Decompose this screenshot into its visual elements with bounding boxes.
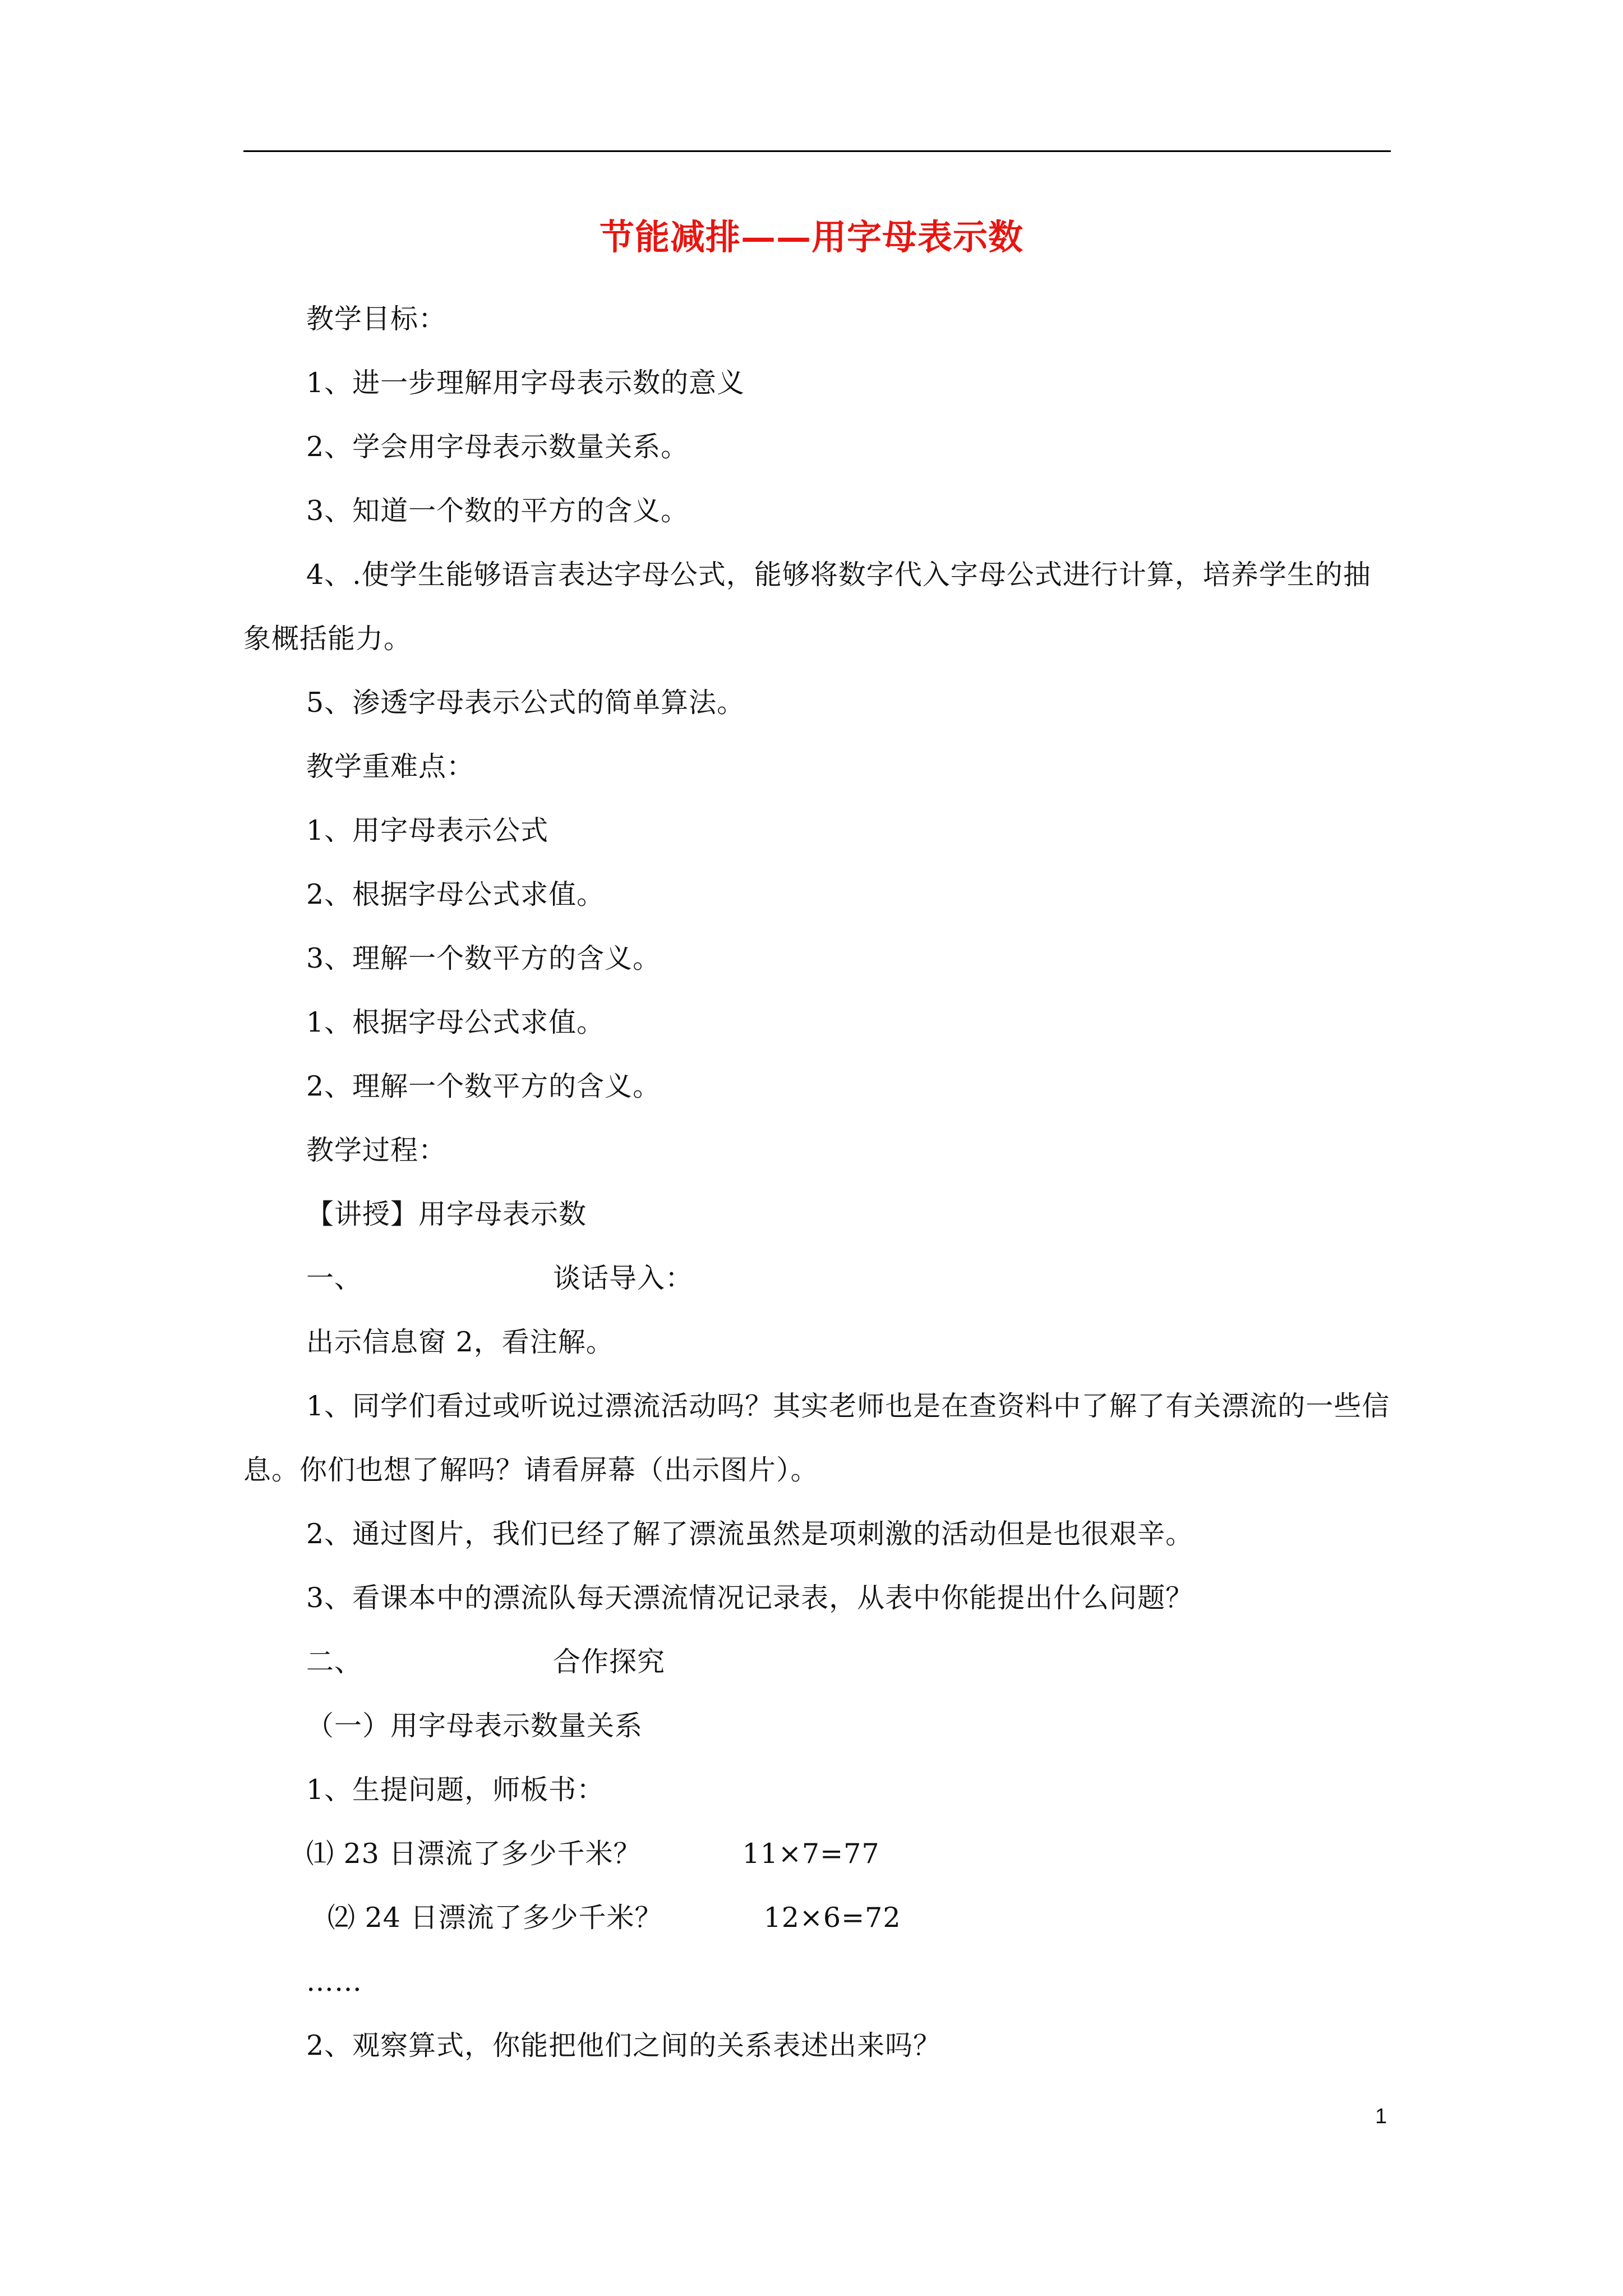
lesson-heading: 【讲授】用字母表示数 [306,1198,587,1230]
objective-item: 4、.使学生能够语言表达字母公式，能够将数字代入字母公式进行计算，培养学生的抽象概括能力。 [243,559,1371,655]
section-heading-process: 教学过程： [306,1134,447,1166]
key-point-item: 3、理解一个数平方的含义。 [306,942,661,974]
key-point-item: 2、根据字母公式求值。 [306,878,605,910]
question-line [243,1822,1391,1886]
paragraph: 1、生提问题，师板书： [306,1774,605,1806]
paragraph: 出示信息窗 2，看注解。 [306,1326,614,1358]
paragraph: 1、同学们看过或听说过漂流活动吗？其实老师也是在查资料中了解了有关漂流的一些信息。你们也想了解吗？请看屏幕（出示图片）。 [243,1390,1390,1486]
question-line [243,1886,1391,1950]
section-heading-key-points: 教学重难点： [306,751,475,783]
objective-item: 3、知道一个数的平方的含义。 [306,495,689,527]
objective-item: 2、学会用字母表示数量关系。 [306,431,689,463]
equation-text: 12×6=72 [763,1902,901,1934]
step-title: 谈话导入： [553,1262,694,1294]
difficult-point-item: 1、根据字母公式求值。 [306,1006,605,1038]
step-heading [243,1246,1391,1310]
sub-heading: （一）用字母表示数量关系 [306,1710,643,1742]
question-text: ⑴ 23 日漂流了多少千米？ [306,1838,642,1870]
paragraph: 3、看课本中的漂流队每天漂流情况记录表，从表中你能提出什么问题？ [306,1582,1194,1614]
difficult-point-item: 2、理解一个数平方的含义。 [306,1070,661,1102]
ellipsis-line: …… [306,1966,362,1998]
step-number: 一、 [306,1262,363,1294]
header-rule [243,150,1391,152]
objective-item: 1、进一步理解用字母表示数的意义 [306,367,745,399]
objective-item: 5、渗透字母表示公式的简单算法。 [306,687,745,719]
equation-text: 11×7=77 [742,1838,880,1870]
step-title: 合作探究 [553,1646,666,1678]
section-heading-objectives: 教学目标： [306,303,447,335]
step-heading [243,1630,1391,1694]
paragraph: 2、观察算式，你能把他们之间的关系表述出来吗？ [306,2030,942,2062]
question-text: ⑵ 24 日漂流了多少千米？ [328,1902,663,1934]
key-point-item: 1、用字母表示公式 [306,815,549,846]
step-number: 二、 [306,1646,363,1678]
document-title: 节能减排——用字母表示数 [599,217,1023,257]
paragraph: 2、通过图片，我们已经了解了漂流虽然是项刺激的活动但是也很艰辛。 [306,1518,1194,1550]
document-body [243,287,1391,2078]
page-number: 1 [1375,2105,1387,2128]
